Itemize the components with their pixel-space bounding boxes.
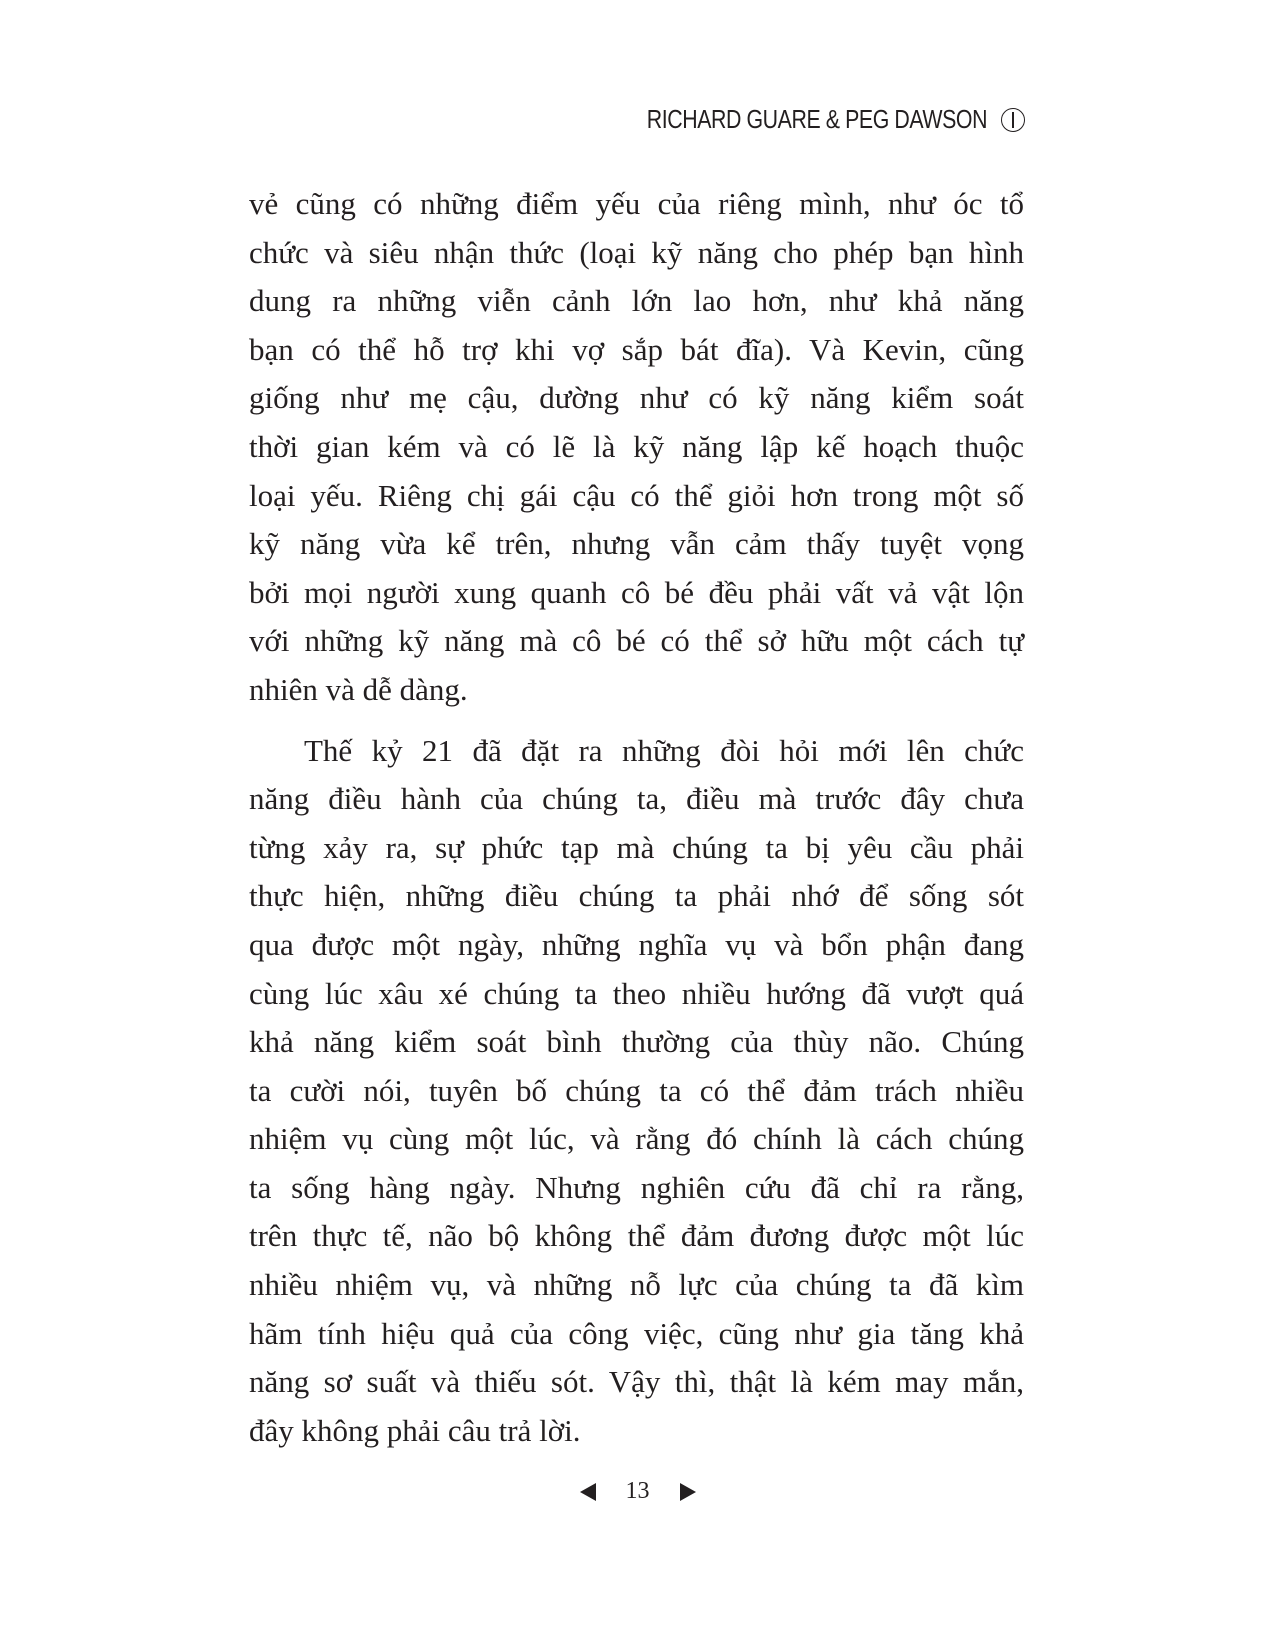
text-line: trên thực tế, não bộ không thể đảm đương được một lúc	[249, 1218, 1024, 1254]
paragraph-gap	[249, 715, 1024, 727]
text-line: kỹ năng vừa kể trên, nhưng vẫn cảm thấy tuyệt vọng	[249, 526, 1024, 562]
text-line: cùng lúc xâu xé chúng ta theo nhiều hướng đã vượt quá	[249, 975, 1024, 1011]
text-line: khả năng kiểm soát bình thường của thùy não. Chúng	[249, 1024, 1024, 1060]
text-line: hãm tính hiệu quả của công việc, cũng như gia tăng khả	[249, 1315, 1024, 1351]
page-number: 13	[625, 1478, 650, 1504]
paragraph	[249, 180, 1024, 715]
paragraph	[249, 727, 1024, 1456]
text-line: nhiệm vụ cùng một lúc, và rằng đó chính là cách chúng	[249, 1121, 1024, 1157]
page-footer	[0, 1478, 1275, 1505]
text-line: bởi mọi người xung quanh cô bé đều phải vất vả vật lộn	[249, 574, 1024, 610]
text-line: qua được một ngày, những nghĩa vụ và bổn phận đang	[249, 926, 1024, 962]
text-line: giống như mẹ cậu, dường như có kỹ năng kiểm soát	[249, 380, 1024, 416]
text-line: dung ra những viễn cảnh lớn lao hơn, như khả năng	[249, 283, 1024, 319]
text-line: chức và siêu nhận thức (loại kỹ năng cho phép bạn hình	[249, 234, 1024, 270]
text-line: nhiên và dễ dàng.	[249, 671, 468, 707]
text-line: từng xảy ra, sự phức tạp mà chúng ta bị yêu cầu phải	[249, 829, 1024, 865]
running-title: RICHARD GUARE & PEG DAWSON	[646, 104, 987, 134]
text-line: Thế kỷ 21 đã đặt ra những đòi hỏi mới lên chức	[304, 732, 1024, 768]
text-line: với những kỹ năng mà cô bé có thể sở hữu một cách tự	[249, 623, 1024, 659]
text-line: nhiều nhiệm vụ, và những nỗ lực của chúng ta đã kìm	[249, 1267, 1024, 1303]
body-text	[249, 180, 1024, 1455]
running-header	[572, 104, 1025, 135]
text-line: năng sơ suất và thiếu sót. Vậy thì, thật là kém may mắn,	[249, 1364, 1024, 1400]
text-line: thời gian kém và có lẽ là kỹ năng lập kế hoạch thuộc	[249, 428, 1024, 464]
text-line: vẻ cũng có những điểm yếu của riêng mình, như óc tổ	[249, 186, 1024, 221]
clock-icon	[1001, 108, 1025, 132]
triangle-right-icon[interactable]	[680, 1483, 696, 1501]
text-line: năng điều hành của chúng ta, điều mà trước đây chưa	[249, 781, 1024, 817]
text-line: thực hiện, những điều chúng ta phải nhớ để sống sót	[249, 878, 1024, 914]
text-line: loại yếu. Riêng chị gái cậu có thể giỏi hơn trong một số	[249, 477, 1024, 513]
text-line: đây không phải câu trả lời.	[249, 1412, 581, 1448]
text-line: ta cười nói, tuyên bố chúng ta có thể đảm trách nhiều	[249, 1072, 1024, 1108]
triangle-left-icon[interactable]	[580, 1483, 596, 1501]
text-line: bạn có thể hỗ trợ khi vợ sắp bát đĩa). Và Kevin, cũng	[249, 331, 1024, 367]
text-line: ta sống hàng ngày. Nhưng nghiên cứu đã chỉ ra rằng,	[249, 1169, 1024, 1205]
